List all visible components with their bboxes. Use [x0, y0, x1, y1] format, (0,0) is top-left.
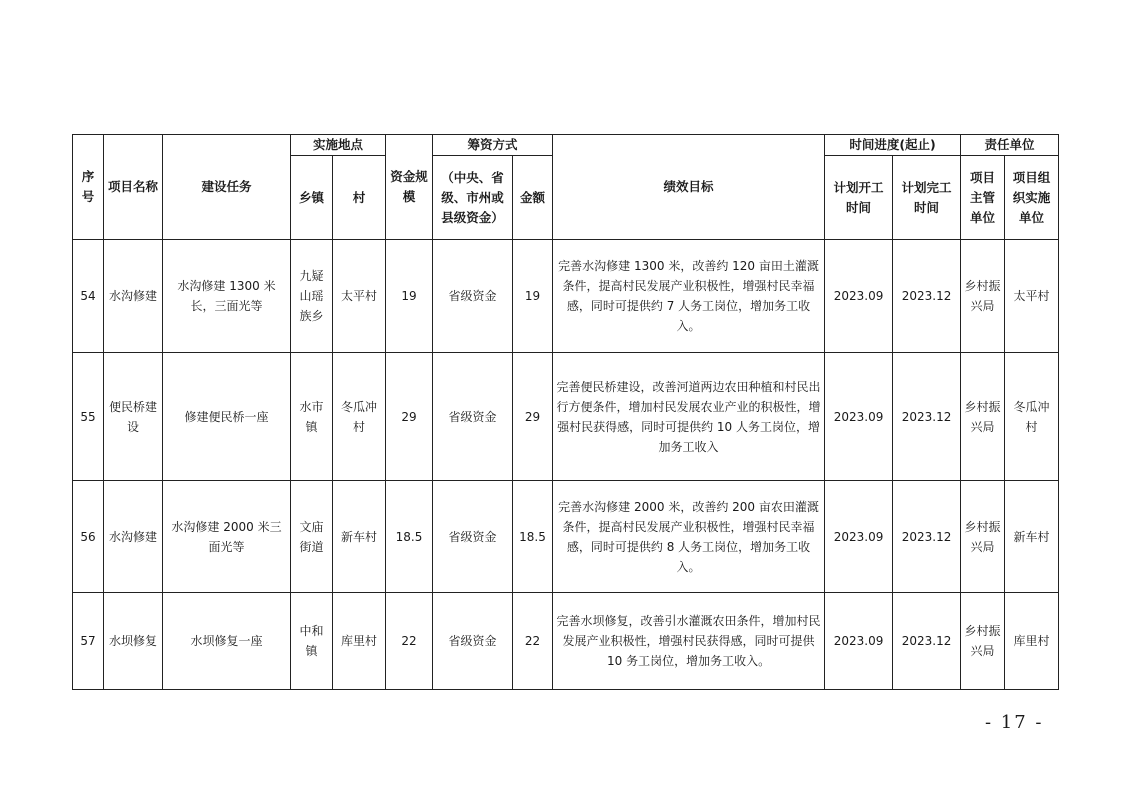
cell-name: 水沟修建	[104, 481, 163, 593]
cell-amount: 19	[513, 240, 553, 353]
header-goal: 绩效目标	[553, 135, 825, 240]
cell-name: 水沟修建	[104, 240, 163, 353]
cell-dept: 乡村振兴局	[961, 353, 1005, 481]
cell-end: 2023.12	[893, 240, 961, 353]
cell-amount: 18.5	[513, 481, 553, 593]
header-row-1	[73, 135, 1059, 156]
header-scale: 资金规模	[386, 135, 433, 240]
header-source: （中央、省级、市州或县级资金）	[433, 156, 513, 240]
cell-org: 新车村	[1005, 481, 1059, 593]
cell-seq: 57	[73, 593, 104, 690]
cell-township: 水市镇	[291, 353, 333, 481]
cell-name: 便民桥建设	[104, 353, 163, 481]
cell-org: 太平村	[1005, 240, 1059, 353]
cell-start: 2023.09	[825, 353, 893, 481]
cell-source: 省级资金	[433, 240, 513, 353]
cell-dept: 乡村振兴局	[961, 240, 1005, 353]
table-row	[73, 481, 1059, 593]
table-row	[73, 353, 1059, 481]
cell-end: 2023.12	[893, 481, 961, 593]
cell-seq: 55	[73, 353, 104, 481]
header-funding: 筹资方式	[433, 135, 553, 156]
cell-township: 中和镇	[291, 593, 333, 690]
cell-seq: 56	[73, 481, 104, 593]
project-table	[72, 134, 1059, 690]
header-seq: 序号	[73, 135, 104, 240]
cell-goal: 完善水坝修复，改善引水灌溉农田条件，增加村民发展产业积极性，增强村民获得感，同时可提供 10 务工岗位，增加务工收入。	[553, 593, 825, 690]
cell-seq: 54	[73, 240, 104, 353]
header-amount: 金额	[513, 156, 553, 240]
cell-task: 修建便民桥一座	[163, 353, 291, 481]
header-end: 计划完工时间	[893, 156, 961, 240]
cell-village: 库里村	[333, 593, 386, 690]
cell-dept: 乡村振兴局	[961, 481, 1005, 593]
cell-township: 文庙街道	[291, 481, 333, 593]
cell-scale: 29	[386, 353, 433, 481]
header-village: 村	[333, 156, 386, 240]
cell-end: 2023.12	[893, 353, 961, 481]
cell-source: 省级资金	[433, 593, 513, 690]
page-number: - 17 -	[985, 712, 1044, 733]
header-responsible: 责任单位	[961, 135, 1059, 156]
table-row	[73, 593, 1059, 690]
cell-name: 水坝修复	[104, 593, 163, 690]
header-location: 实施地点	[291, 135, 386, 156]
cell-village: 新车村	[333, 481, 386, 593]
cell-start: 2023.09	[825, 240, 893, 353]
cell-scale: 19	[386, 240, 433, 353]
header-task: 建设任务	[163, 135, 291, 240]
header-dept: 项目主管单位	[961, 156, 1005, 240]
cell-org: 库里村	[1005, 593, 1059, 690]
cell-amount: 29	[513, 353, 553, 481]
cell-start: 2023.09	[825, 593, 893, 690]
cell-task: 水沟修建 1300 米长，三面光等	[163, 240, 291, 353]
cell-village: 太平村	[333, 240, 386, 353]
cell-end: 2023.12	[893, 593, 961, 690]
cell-task: 水坝修复一座	[163, 593, 291, 690]
header-name: 项目名称	[104, 135, 163, 240]
cell-dept: 乡村振兴局	[961, 593, 1005, 690]
header-township: 乡镇	[291, 156, 333, 240]
cell-scale: 22	[386, 593, 433, 690]
cell-source: 省级资金	[433, 481, 513, 593]
cell-org: 冬瓜冲村	[1005, 353, 1059, 481]
cell-amount: 22	[513, 593, 553, 690]
cell-start: 2023.09	[825, 481, 893, 593]
cell-source: 省级资金	[433, 353, 513, 481]
header-start: 计划开工时间	[825, 156, 893, 240]
cell-township: 九疑山瑶族乡	[291, 240, 333, 353]
cell-task: 水沟修建 2000 米三面光等	[163, 481, 291, 593]
cell-goal: 完善水沟修建 1300 米，改善约 120 亩田土灌溉条件，提高村民发展产业积极性，增强村民幸福感，同时可提供约 7 人务工岗位，增加务工收入。	[553, 240, 825, 353]
cell-scale: 18.5	[386, 481, 433, 593]
cell-village: 冬瓜冲村	[333, 353, 386, 481]
cell-goal: 完善便民桥建设，改善河道两边农田种植和村民出行方便条件，增加村民发展农业产业的积极性，增强村民获得感，同时可提供约 10 人务工岗位，增加务工收入	[553, 353, 825, 481]
table-row	[73, 240, 1059, 353]
header-schedule: 时间进度(起止)	[825, 135, 961, 156]
cell-goal: 完善水沟修建 2000 米，改善约 200 亩农田灌溉条件，提高村民发展产业积极性，增强村民幸福感，同时可提供约 8 人务工岗位，增加务工收入。	[553, 481, 825, 593]
header-org: 项目组织实施单位	[1005, 156, 1059, 240]
